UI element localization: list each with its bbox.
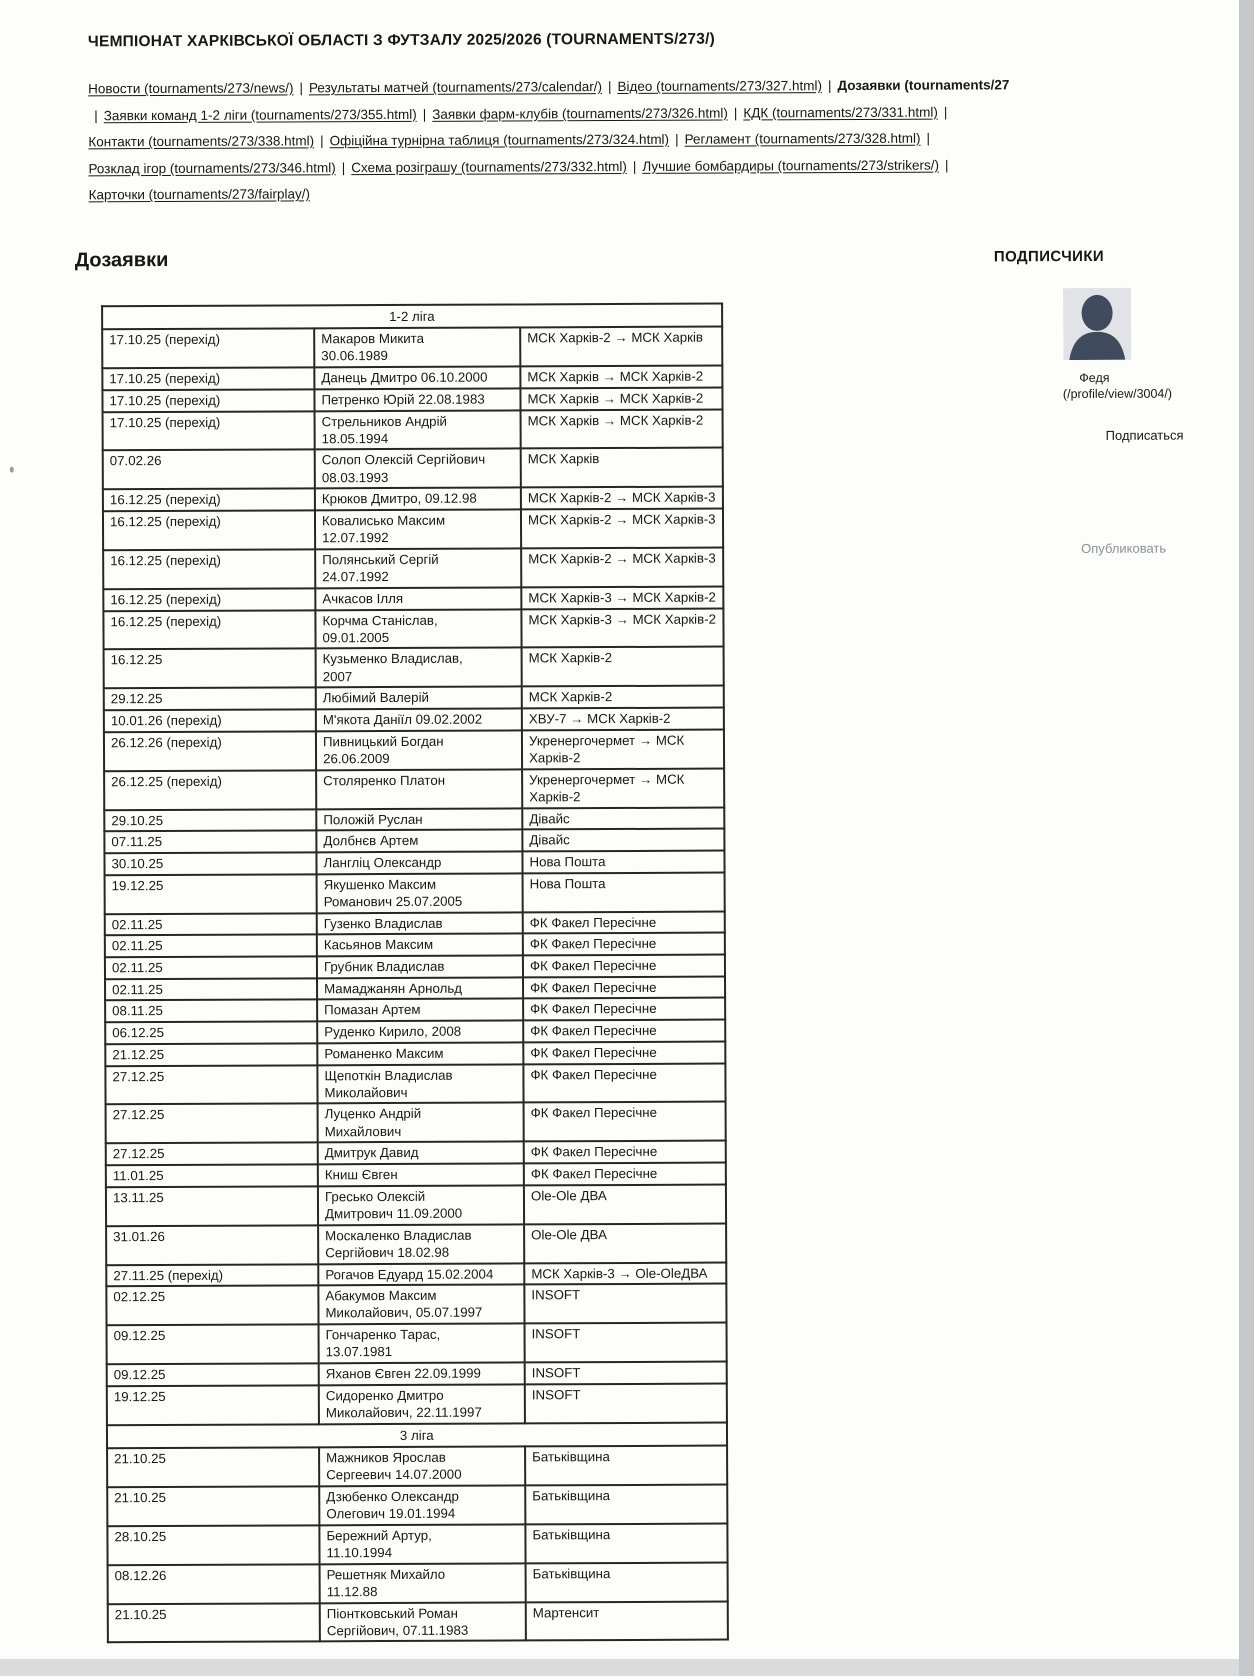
date-cell: 13.11.25: [106, 1186, 318, 1226]
date-cell: 28.10.25: [107, 1525, 319, 1565]
date-cell: 29.10.25: [104, 809, 316, 832]
registration-row: [106, 1223, 726, 1265]
nav-link[interactable]: Контакти (tournaments/273/338.html): [88, 133, 315, 150]
date-cell: 26.12.25 (перехід): [104, 770, 316, 810]
club-cell: Укренергочермет → МСК Харків-2: [522, 729, 724, 769]
player-cell: Дзюбенко Олександр Олегович 19.01.1994: [319, 1485, 525, 1525]
registration-row: [106, 1262, 726, 1286]
date-cell: 17.10.25 (перехід): [103, 411, 315, 451]
club-cell: МСК Харків-2: [522, 647, 724, 687]
subscriber-avatar person-silhouette-icon: [1063, 288, 1131, 360]
player-cell: Рогачов Едуард 15.02.2004: [318, 1263, 524, 1286]
nav-separator: |: [827, 78, 832, 94]
nav-link[interactable]: Заявки фарм-клубів (tournaments/273/326.html): [432, 105, 728, 122]
registration-row: [106, 1284, 726, 1326]
nav-link[interactable]: Карточки (tournaments/273/fairplay/): [88, 186, 311, 203]
club-cell: ФК Факел Пересічне: [524, 1163, 726, 1186]
club-cell: Мартенсит: [526, 1601, 728, 1641]
date-cell: 21.10.25: [107, 1486, 319, 1526]
registration-row: [103, 487, 723, 511]
date-cell: 17.10.25 (перехід): [102, 389, 314, 412]
registration-row: [103, 547, 723, 589]
nav-link[interactable]: Розклад ігор (tournaments/273/346.html): [88, 159, 336, 176]
registration-row: [106, 1141, 726, 1165]
date-cell: 11.01.25: [106, 1164, 318, 1187]
date-cell: 02.12.25: [106, 1286, 318, 1326]
club-cell: Укренергочермет → МСК Харків-2: [522, 768, 724, 808]
club-cell: ФК Факел Пересічне: [524, 1141, 726, 1164]
club-cell: Дівайс: [522, 807, 724, 830]
nav-separator: |: [299, 80, 304, 96]
player-cell: Решетняк Михайло 11.12.88: [320, 1563, 526, 1603]
registration-row: [105, 1020, 725, 1044]
registration-row: [104, 768, 724, 810]
registration-row: [106, 1184, 726, 1226]
club-cell: Батьківщина: [525, 1523, 727, 1563]
player-cell: Помазан Артем: [317, 999, 523, 1022]
league-section-title: 1-2 ліга: [102, 304, 722, 330]
registration-row: [105, 998, 725, 1022]
subscriber-profile-url[interactable]: (/profile/view/3004/): [1062, 386, 1173, 402]
club-cell: ФК Факел Пересічне: [523, 976, 725, 999]
player-cell: Солоп Олексій Сергійович 08.03.1993: [315, 449, 521, 489]
player-cell: Стрельников Андрій 18.05.1994: [315, 410, 521, 450]
registration-row: [102, 366, 722, 390]
club-cell: Батьківщина: [525, 1484, 727, 1524]
player-cell: Москаленко Владислав Сергійович 18.02.98: [318, 1224, 524, 1264]
date-cell: 16.12.25 (перехід): [103, 588, 315, 611]
player-cell: Бережний Артур, 11.10.1994: [319, 1524, 525, 1564]
player-cell: Абакумов Максим Миколайович, 05.07.1997: [318, 1285, 524, 1325]
date-cell: 02.11.25: [105, 956, 317, 979]
registration-row: [107, 1383, 727, 1425]
date-cell: 17.10.25 (перехід): [102, 367, 314, 390]
date-cell: 21.10.25: [108, 1603, 320, 1643]
player-cell: Корчма Станіслав, 09.01.2005: [315, 609, 521, 649]
player-cell: Столяренко Платон: [316, 769, 522, 809]
nav-separator: |: [341, 159, 346, 175]
date-cell: 19.12.25: [105, 874, 317, 914]
date-cell: 17.10.25 (перехід): [102, 329, 314, 369]
date-cell: 09.12.25: [107, 1363, 319, 1386]
page-title: ЧЕМПІОНАТ ХАРКІВСЬКОЇ ОБЛАСТІ З ФУТЗАЛУ 2025/2026 (TOURNAMENTS/273/): [87, 30, 715, 51]
registration-row: [102, 387, 722, 411]
registration-row: [104, 851, 724, 875]
date-cell: 02.11.25: [105, 913, 317, 936]
nav-separator: |: [422, 106, 427, 122]
nav-separator: |: [607, 79, 612, 95]
player-cell: Книш Євген: [318, 1163, 524, 1186]
club-cell: МСК Харків-2 → МСК Харків-3: [521, 509, 723, 549]
player-cell: Романенко Максим: [317, 1042, 523, 1065]
league-section-title: 3 ліга: [107, 1422, 727, 1448]
nav-separator: |: [944, 157, 949, 173]
registration-row: [104, 708, 724, 732]
section-heading-dozayavki: Дозаявки: [74, 248, 169, 272]
registration-row: [106, 1163, 726, 1187]
registration-row: [104, 686, 724, 710]
nav-link[interactable]: Результаты матчей (tournaments/273/calendar/): [308, 79, 602, 96]
player-cell: Ковалисько Максим 12.07.1992: [315, 509, 521, 549]
player-cell: Пивницький Богдан 26.06.2009: [316, 730, 522, 770]
club-cell: INSOFT: [525, 1323, 727, 1363]
player-cell: Дмитрук Давид: [318, 1142, 524, 1165]
player-cell: Ачкасов Ілля: [315, 587, 521, 610]
date-cell: 27.12.25: [106, 1104, 318, 1144]
subscribe-button[interactable]: Подписаться: [1105, 427, 1184, 443]
nav-link[interactable]: Відео (tournaments/273/327.html): [617, 78, 822, 95]
club-cell: Нова Пошта: [522, 851, 724, 874]
scanner-edge-bottom: [0, 1659, 1254, 1676]
nav-link[interactable]: КДК (tournaments/273/331.html): [743, 104, 938, 120]
registration-row: [105, 1041, 725, 1065]
player-cell: М'якота Даніїл 09.02.2002: [316, 708, 522, 731]
player-cell: Руденко Кирило, 2008: [317, 1021, 523, 1044]
club-cell: INSOFT: [525, 1383, 727, 1423]
player-cell: Луценко Андрій Михайлович: [318, 1103, 524, 1143]
player-cell: Долбнєв Артем: [316, 830, 522, 853]
club-cell: ФК Факел Пересічне: [523, 1063, 725, 1103]
player-cell: Данець Дмитро 06.10.2000: [314, 367, 520, 390]
player-cell: Якушенко Максим Романович 25.07.2005: [317, 873, 523, 913]
club-cell: МСК Харків-2: [522, 686, 724, 709]
date-cell: 16.12.25: [104, 649, 316, 689]
club-cell: МСК Харків → МСК Харків-2: [520, 387, 722, 410]
registration-row: [105, 976, 725, 1000]
registration-row: [107, 1362, 727, 1386]
club-cell: МСК Харків-3 → МСК Харків-2: [521, 608, 723, 648]
date-cell: 27.11.25 (перехід): [106, 1264, 318, 1287]
subscriber-name-link[interactable]: Федя: [1079, 370, 1110, 385]
publish-button[interactable]: Опубликовать: [1081, 540, 1167, 556]
date-cell: 21.12.25: [105, 1043, 317, 1066]
club-cell: ФК Факел Пересічне: [523, 1020, 725, 1043]
nav-line: [89, 176, 1254, 209]
club-cell: МСК Харків-2 → МСК Харків: [520, 327, 722, 367]
registration-row: [102, 327, 722, 369]
club-cell: Ole-Ole ДВА: [524, 1184, 726, 1224]
date-cell: 31.01.26: [106, 1225, 318, 1265]
registration-row: [103, 448, 723, 490]
registration-row: [105, 872, 725, 914]
registration-row: [103, 409, 723, 451]
nav-separator: |: [632, 158, 637, 174]
registration-row: [106, 1102, 726, 1144]
date-cell: 16.12.25 (перехід): [103, 610, 315, 650]
club-cell: ФК Факел Пересічне: [524, 1102, 726, 1142]
nav-current-page-dozayavki: Дозаявки (tournaments/27: [837, 77, 1010, 94]
registration-row: [107, 1523, 727, 1565]
player-cell: Яханов Євген 22.09.1999: [319, 1362, 525, 1385]
registration-row: [107, 1484, 727, 1526]
club-cell: МСК Харків → МСК Харків-2: [520, 366, 722, 389]
date-cell: 06.12.25: [105, 1021, 317, 1044]
registration-row: [108, 1562, 728, 1604]
roster-additions-table: [101, 303, 728, 1644]
player-cell: Гузенко Владислав: [317, 912, 523, 935]
player-cell: Гончаренко Тарас, 13.07.1981: [319, 1324, 525, 1364]
club-cell: МСК Харків → МСК Харків-2: [521, 409, 723, 449]
registration-row: [105, 1063, 725, 1105]
player-cell: Мамаджанян Арнольд: [317, 977, 523, 1000]
club-cell: МСК Харків-3 → Ole-OleДВА: [524, 1262, 726, 1285]
league-section-row: [107, 1422, 727, 1448]
nav-separator: |: [320, 133, 324, 149]
club-cell: МСК Харків-2 → МСК Харків-3: [521, 547, 723, 587]
club-cell: ФК Факел Пересічне: [523, 911, 725, 934]
section-heading-subscribers: ПОДПИСЧИКИ: [993, 247, 1105, 266]
date-cell: 27.12.25: [106, 1143, 318, 1166]
player-cell: Кузьменко Владислав, 2007: [316, 648, 522, 688]
date-cell: 07.11.25: [104, 831, 316, 854]
tournament-nav: [88, 70, 1254, 209]
club-cell: ФК Факел Пересічне: [523, 1041, 725, 1064]
scanner-edge-right: [1239, 0, 1254, 1676]
club-cell: Ole-Ole ДВА: [524, 1223, 726, 1263]
club-cell: Нова Пошта: [523, 872, 725, 912]
date-cell: 07.02.26: [103, 450, 315, 490]
club-cell: МСК Харків-2 → МСК Харків-3: [521, 487, 723, 510]
player-cell: Піонтковський Роман Сергійович, 07.11.1983: [320, 1602, 526, 1642]
date-cell: 19.12.25: [107, 1385, 319, 1425]
club-cell: Батьківщина: [526, 1562, 728, 1602]
club-cell: ФК Факел Пересічне: [523, 998, 725, 1021]
date-cell: 09.12.25: [107, 1324, 319, 1364]
date-cell: 02.11.25: [105, 935, 317, 958]
registration-row: [108, 1601, 728, 1643]
date-cell: 08.11.25: [105, 1000, 317, 1023]
player-cell: Макаров Микита 30.06.1989: [314, 328, 520, 368]
player-cell: Щепоткін Владислав Миколайович: [317, 1064, 523, 1104]
nav-link[interactable]: Заявки команд 1-2 ліги (tournaments/273/355.html): [103, 106, 417, 123]
club-cell: Батьківщина: [525, 1445, 727, 1485]
registration-row: [105, 933, 725, 957]
nav-link[interactable]: Схема розіграшу (tournaments/273/332.html): [351, 158, 627, 175]
date-cell: 08.12.26: [108, 1564, 320, 1604]
registration-row: [103, 586, 723, 610]
club-cell: ФК Факел Пересічне: [523, 933, 725, 956]
club-cell: INSOFT: [524, 1284, 726, 1324]
date-cell: 16.12.25 (перехід): [103, 549, 315, 589]
registration-row: [105, 955, 725, 979]
player-cell: Сидоренко Дмитро Миколайович, 22.11.1997: [319, 1384, 525, 1424]
date-cell: 26.12.26 (перехід): [104, 731, 316, 771]
registration-row: [105, 911, 725, 935]
club-cell: Дівайс: [522, 829, 724, 852]
player-cell: Мажников Ярослав Сергеевич 14.07.2000: [319, 1446, 525, 1486]
club-cell: МСК Харків-3 → МСК Харків-2: [521, 586, 723, 609]
date-cell: 10.01.26 (перехід): [104, 709, 316, 732]
club-cell: ФК Факел Пересічне: [523, 955, 725, 978]
player-cell: Любімий Валерій: [316, 687, 522, 710]
date-cell: 27.12.25: [105, 1065, 317, 1105]
club-cell: МСК Харків: [521, 448, 723, 488]
registration-row: [104, 807, 724, 831]
player-cell: Полянський Сергій 24.07.1992: [315, 548, 521, 588]
player-cell: Касьянов Максим: [317, 934, 523, 957]
registration-row: [103, 509, 723, 551]
date-cell: 21.10.25: [107, 1447, 319, 1487]
nav-separator: |: [926, 130, 931, 146]
registration-row: [104, 729, 724, 771]
player-cell: Лангліц Олександр: [316, 851, 522, 874]
date-cell: 16.12.25 (перехід): [103, 510, 315, 550]
date-cell: 02.11.25: [105, 978, 317, 1001]
club-cell: ХВУ-7 → МСК Харків-2: [522, 708, 724, 731]
registration-row: [103, 608, 723, 650]
scan-speck: [10, 467, 14, 473]
nav-separator: |: [943, 104, 948, 120]
nav-separator: |: [94, 107, 98, 123]
club-cell: INSOFT: [525, 1362, 727, 1385]
date-cell: 29.12.25: [104, 688, 316, 711]
nav-link[interactable]: Регламент (tournaments/273/328.html): [684, 130, 921, 147]
registration-row: [104, 829, 724, 853]
nav-link[interactable]: Лучшие бомбардиры (tournaments/273/strikers/): [642, 157, 939, 174]
player-cell: Гресько Олексій Дмитрович 11.09.2000: [318, 1185, 524, 1225]
registration-row: [107, 1323, 727, 1365]
player-cell: Грубник Владислав: [317, 955, 523, 978]
nav-separator: |: [675, 131, 679, 147]
nav-separator: |: [733, 104, 738, 121]
registration-row: [104, 647, 724, 689]
registration-row: [107, 1445, 727, 1487]
league-section-row: [102, 304, 722, 330]
nav-link[interactable]: Офіційна турнірна таблиця (tournaments/273/324.html): [329, 131, 670, 149]
player-cell: Крюков Дмитро, 09.12.98: [315, 488, 521, 511]
date-cell: 30.10.25: [104, 852, 316, 875]
nav-link[interactable]: Новости (tournaments/273/news/): [88, 80, 294, 97]
player-cell: Положій Руслан: [316, 808, 522, 831]
player-cell: Петренко Юрій 22.08.1983: [314, 388, 520, 411]
date-cell: 16.12.25 (перехід): [103, 489, 315, 512]
